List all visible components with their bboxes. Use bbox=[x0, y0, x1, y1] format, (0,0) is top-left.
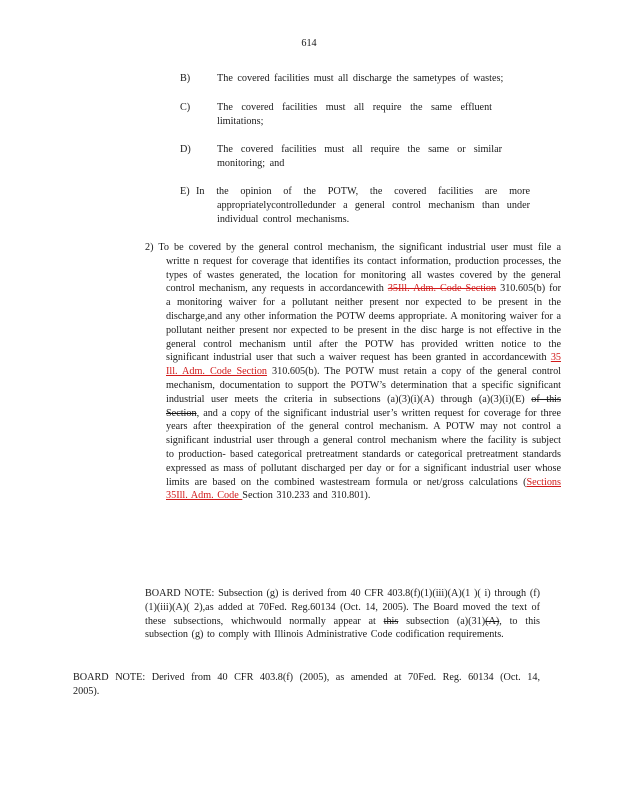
deleted-ref: (A) bbox=[485, 615, 500, 627]
subsection-2-paragraph: 2) To be covered by the general control mechanism, the significant industrial user must file a writte n request for coverage that identifies its contact information, production processes, the types of wastes generated, the location for monitoring all wastes covered by the general control mechanism, any requests in accordancewith 35Ill. Adm. Code Section 310.605(b) for a monitoring waiver for a pollutant neither present nor expected to be present in the discharge,and any other information the POTW deems appropriate. A monitoring waiver for a pollutant neither present nor expected to be present in the disc harge is not effective in the general control mechanism until after the POTW has provided written notice to the significant industrial user that such a waiver request has been granted in accordancewith 35 Ill. Adm. Code Section 310.605(b). The POTW must retain a copy of the general control mechanism, documentation to support the POTW’s determination that a specific significant industrial user meets the criteria in subsections (a)(3)(i)(A) through (a)(3)(i)(E) of this Section, and a copy of the significant industrial user’s written request for coverage for three years after theexpiration of the general control mechanism. A POTW may not control a significant industrial user through a general control mechanism where the facility is subject to production- based categorical pretreatment standards or categorical pretreatment standards expressed as mass of pollutant discharged per day or for a significant industrial user whose limits are based on the combined wastestream formula or net/gross calculations (Sections 35Ill. Adm. Code Section 310.233 and 310.801). bbox=[145, 242, 561, 502]
item-label: C) bbox=[180, 102, 191, 113]
deleted-citation-1: 35Ill. Adm. Code Section bbox=[387, 283, 497, 295]
inserted-citation-2: Sections 35Ill. Adm. Code bbox=[166, 476, 561, 502]
item-text: The covered facilities must all discharge the sametypes of wastes; bbox=[217, 73, 504, 84]
item-label: D) bbox=[180, 144, 191, 155]
item-label: B) bbox=[180, 73, 191, 84]
item-text: In the opinion of the POTW, the covered facilities are more appropriatelycontrolledunder a general control mechanism than under individual control mechanisms. bbox=[196, 186, 530, 225]
board-note-1: BOARD NOTE: Subsection (g) is derived from 40 CFR 403.8(f)(1)(iii)(A)(1 )( i) through (f)(1)(iii)(A)( 2),as added at 70Fed. Reg.60134 (Oct. 14, 2005). The Board moved the text of these subsections, whichwould normally appear at this subsection (a)(31)(A), to this subsection (g) to comply with Illinois Administrative Code codification requirements. bbox=[145, 588, 540, 641]
board-note-2: BOARD NOTE: Derived from 40 CFR 403.8(f) (2005), as amended at 70Fed. Reg. 60134 (Oct. 14, 2005). bbox=[73, 672, 540, 697]
item-text: The covered facilities must all require the same or similar monitoring; and bbox=[217, 144, 502, 169]
page-number: 614 bbox=[301, 38, 317, 49]
item-label: E) bbox=[180, 186, 190, 197]
item-text: The covered facilities must all require the same effluent limitations; bbox=[217, 102, 492, 127]
deleted-word: this bbox=[383, 615, 399, 627]
inserted-citation-1: 35 Ill. Adm. Code Section bbox=[166, 352, 561, 378]
deleted-phrase: of this Section bbox=[166, 393, 561, 419]
